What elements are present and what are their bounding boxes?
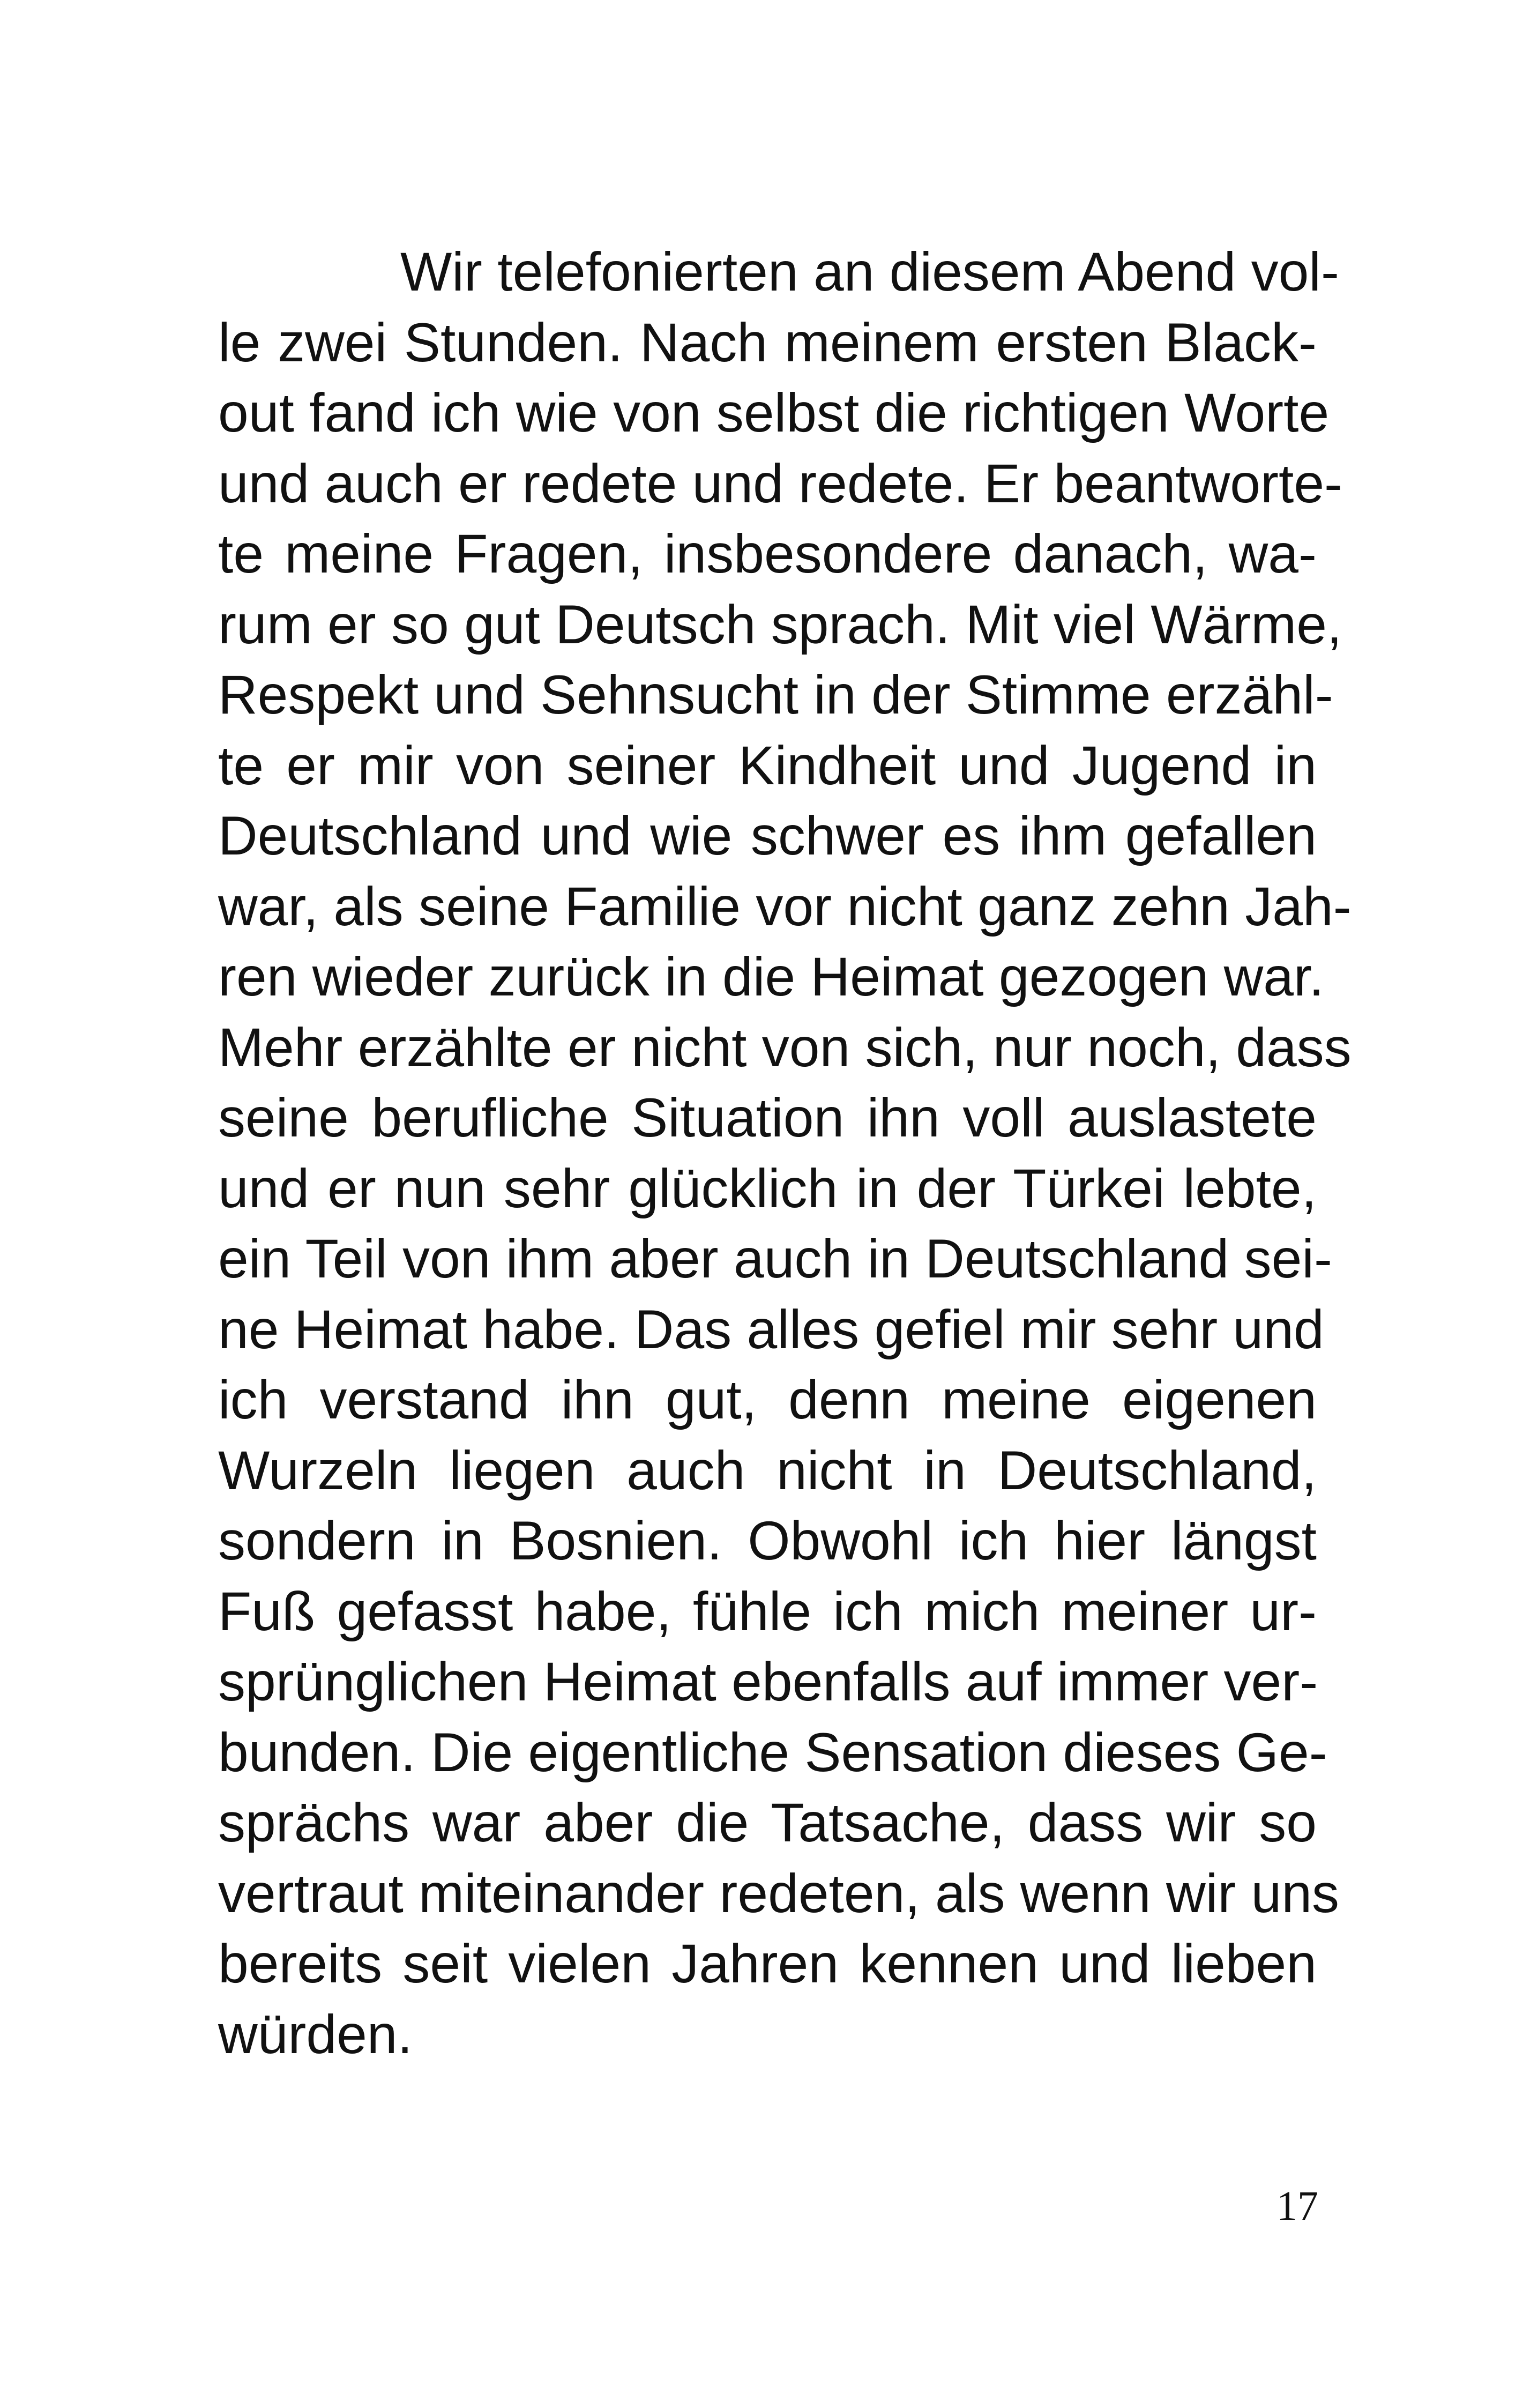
paragraph-line: und er nun sehr glücklich in der Türkei lebte, xyxy=(218,1157,1317,1219)
paragraph-line: und auch er redete und redete. Er beantworte- xyxy=(218,452,1343,514)
paragraph-line: ein Teil von ihm aber auch in Deutschland sei- xyxy=(218,1228,1332,1289)
paragraph-line: sondern in Bosnien. Obwohl ich hier längst xyxy=(218,1510,1317,1571)
paragraph-line: Mehr erzählte er nicht von sich, nur noch, dass xyxy=(218,1016,1352,1078)
paragraph-line: te er mir von seiner Kindheit und Jugend in xyxy=(218,734,1317,796)
paragraph-line: Deutschland und wie schwer es ihm gefallen xyxy=(218,805,1317,866)
paragraph-line: ne Heimat habe. Das alles gefiel mir sehr und xyxy=(218,1298,1324,1360)
paragraph-line: würden. xyxy=(218,2003,413,2065)
paragraph-line: war, als seine Familie vor nicht ganz zehn Jah- xyxy=(218,875,1352,937)
paragraph-line: te meine Fragen, insbesondere danach, wa- xyxy=(218,523,1317,584)
paragraph-line: le zwei Stunden. Nach meinem ersten Black- xyxy=(218,311,1317,373)
paragraph-line: ren wieder zurück in die Heimat gezogen war. xyxy=(218,946,1324,1007)
paragraph-line: sprünglichen Heimat ebenfalls auf immer ver- xyxy=(218,1651,1318,1712)
paragraph-line: Fuß gefasst habe, fühle ich mich meiner ur- xyxy=(218,1580,1317,1642)
paragraph-line: sprächs war aber die Tatsache, dass wir so xyxy=(218,1792,1317,1853)
paragraph-line: out fand ich wie von selbst die richtigen Worte xyxy=(218,382,1330,443)
paragraph-line: bunden. Die eigentliche Sensation dieses Ge- xyxy=(218,1721,1327,1783)
body-paragraph xyxy=(218,237,1352,2070)
paragraph-line: ich verstand ihn gut, denn meine eigenen xyxy=(218,1369,1317,1430)
paragraph-line: rum er so gut Deutsch sprach. Mit viel Wärme, xyxy=(218,593,1342,655)
page-number: 17 xyxy=(1276,2182,1318,2229)
paragraph-line: Wir telefonierten an diesem Abend vol- xyxy=(400,241,1339,302)
paragraph-line: seine berufliche Situation ihn voll auslastete xyxy=(218,1087,1317,1148)
paragraph-line: bereits seit vielen Jahren kennen und lieben xyxy=(218,1933,1317,1994)
paragraph-line: Respekt und Sehnsucht in der Stimme erzähl- xyxy=(218,664,1333,725)
paragraph-line: Wurzeln liegen auch nicht in Deutschland, xyxy=(218,1439,1317,1501)
paragraph-line: vertraut miteinander redeten, als wenn wir uns xyxy=(218,1862,1340,1924)
